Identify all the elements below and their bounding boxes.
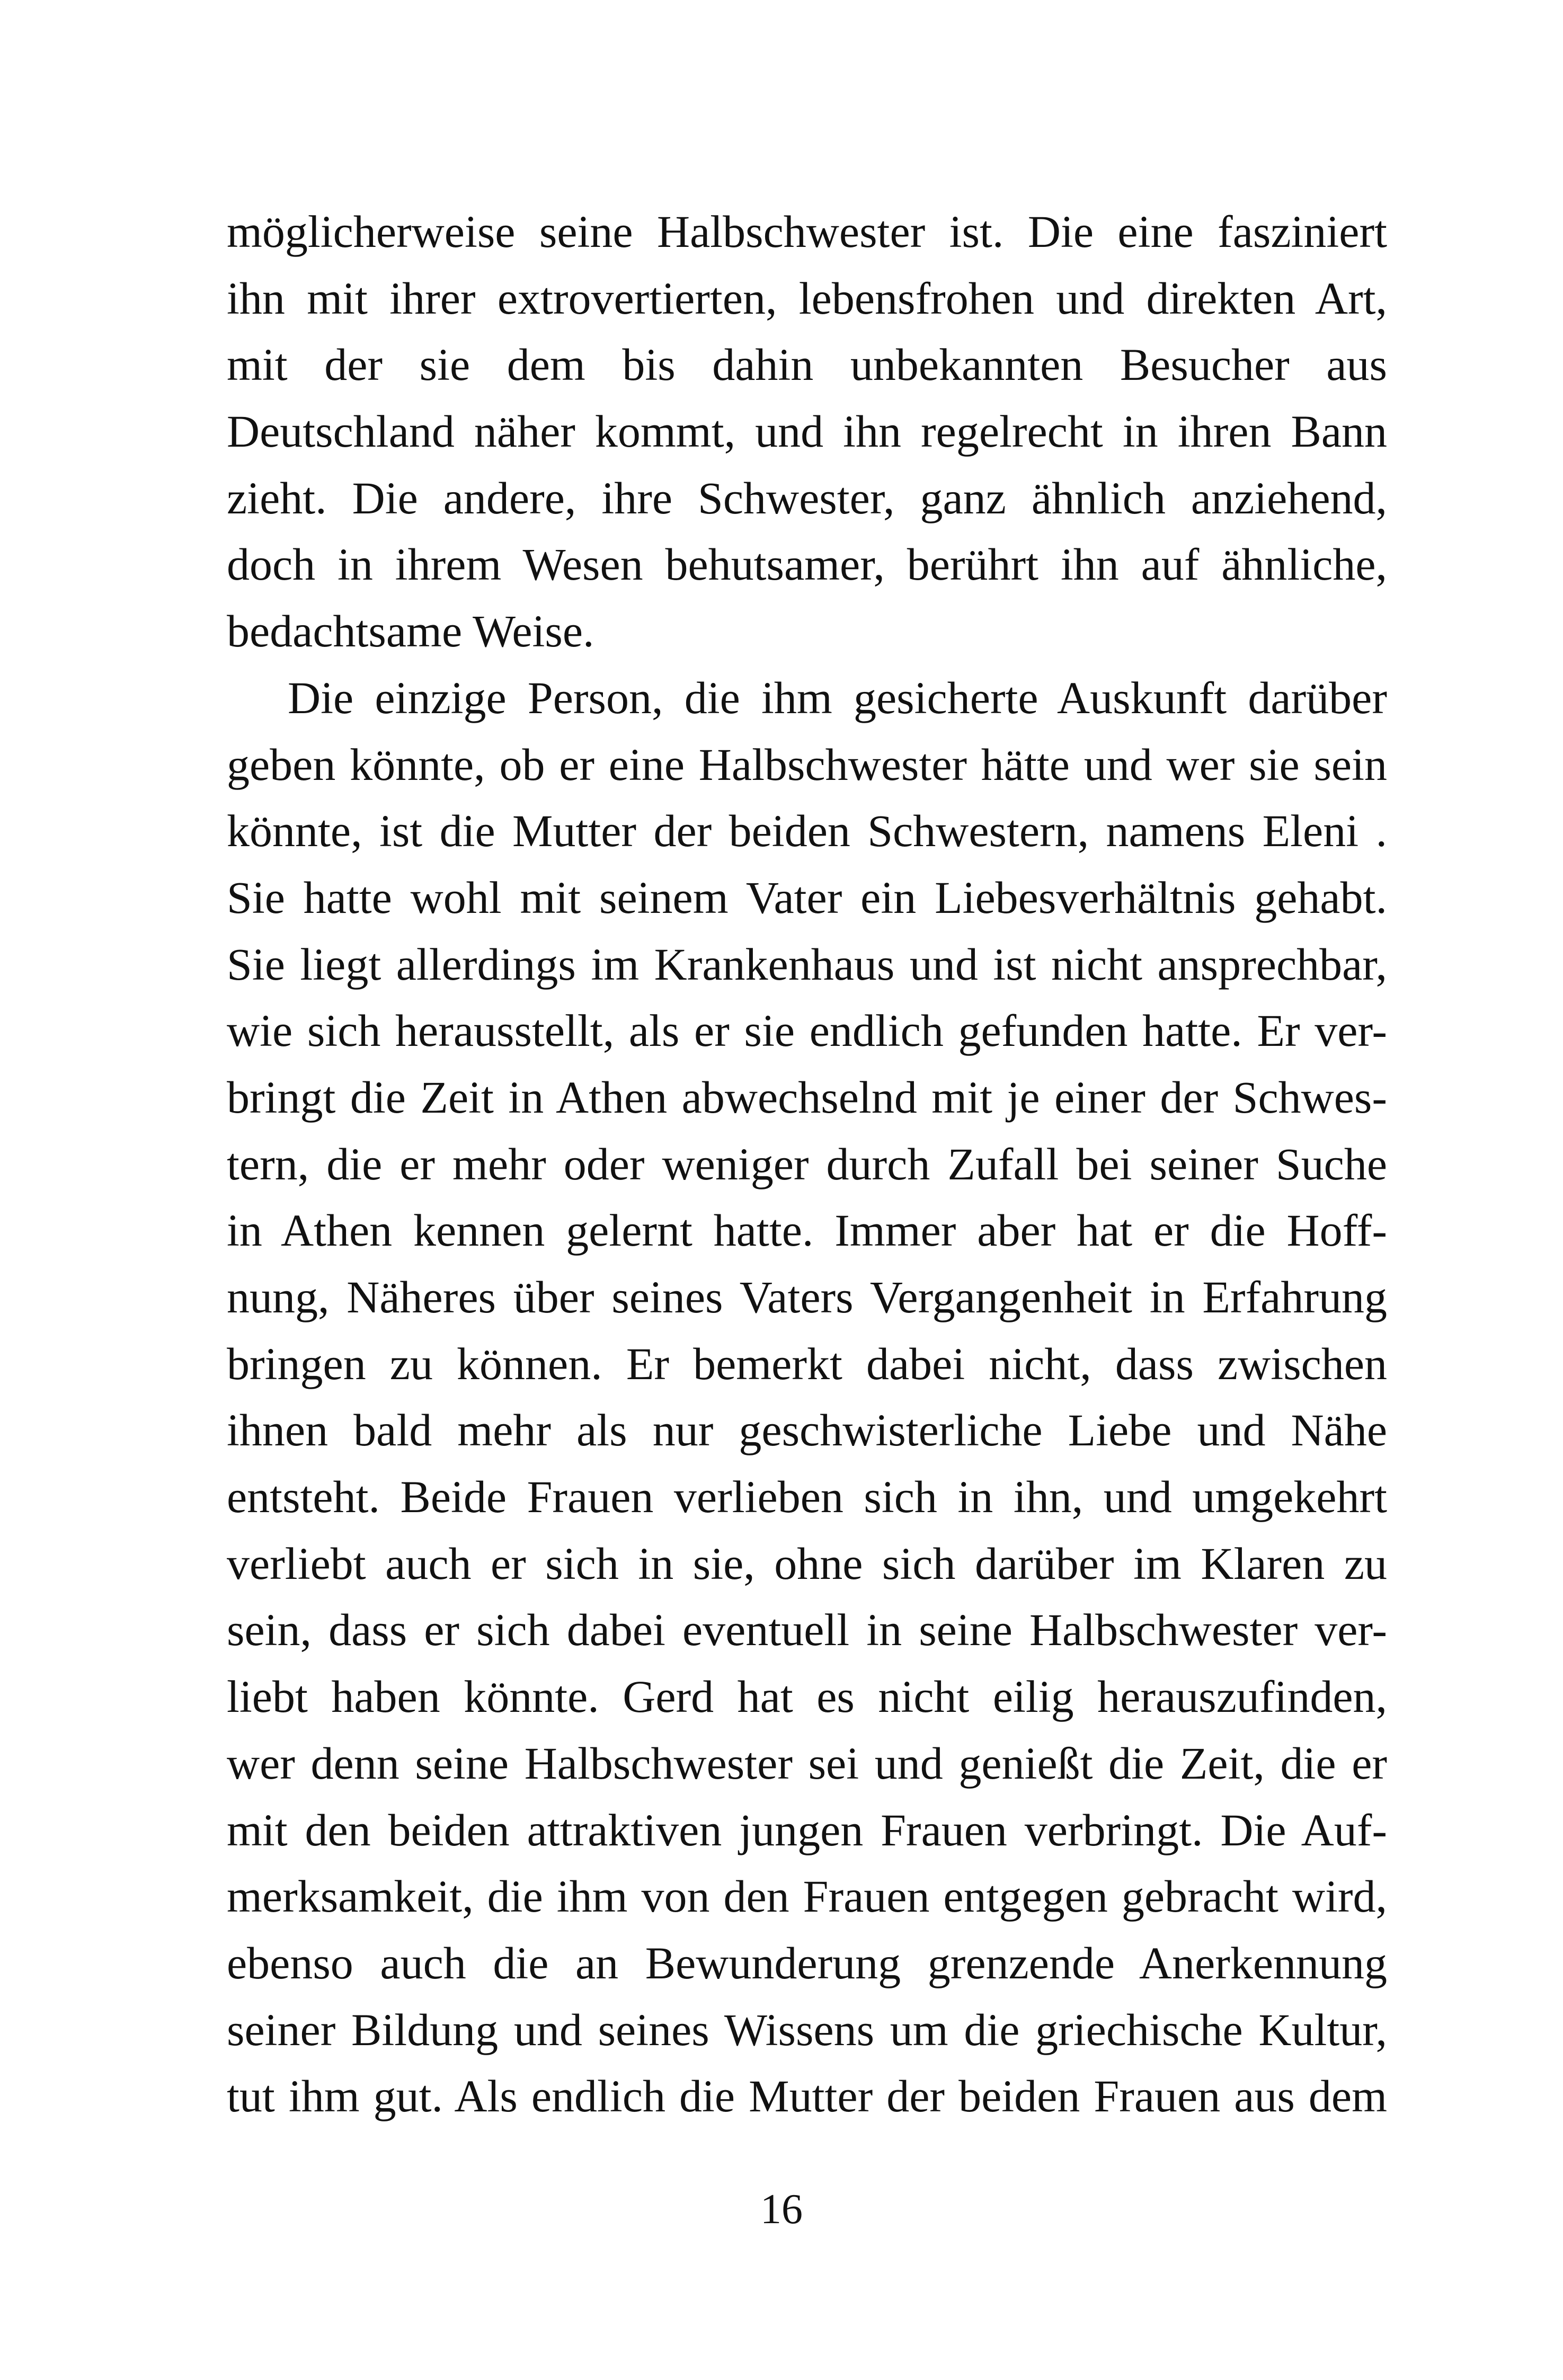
text-line: merksamkeit, die ihm von den Frauen entgegen gebracht wird, xyxy=(227,1871,1387,1922)
text-line: Sie liegt allerdings im Krankenhaus und ist nicht ansprechbar, xyxy=(227,938,1387,990)
text-line: könnte, ist die Mutter der beiden Schwestern, namens Eleni . xyxy=(227,805,1387,857)
text-line: mit der sie dem bis dahin unbekannten Besucher aus xyxy=(227,339,1387,390)
text-line: doch in ihrem Wesen behutsamer, berührt ihn auf ähnliche, xyxy=(227,539,1387,590)
text-line: geben könnte, ob er eine Halbschwester hätte und wer sie sein xyxy=(227,739,1387,790)
text-line: sein, dass er sich dabei eventuell in seine Halbschwester ver- xyxy=(227,1604,1387,1656)
text-line: bringt die Zeit in Athen abwechselnd mit je einer der Schwes- xyxy=(227,1071,1387,1123)
text-line: in Athen kennen gelernt hatte. Immer aber hat er die Hoff- xyxy=(227,1205,1387,1256)
text-line: wie sich herausstellt, als er sie endlich gefunden hatte. Er ver- xyxy=(227,1005,1387,1056)
text-line: tern, die er mehr oder weniger durch Zufall bei seiner Suche xyxy=(227,1138,1387,1189)
text-line: mit den beiden attraktiven jungen Frauen verbringt. Die Auf- xyxy=(227,1804,1387,1855)
text-line: wer denn seine Halbschwester sei und genießt die Zeit, die er xyxy=(227,1737,1387,1789)
text-line: nung, Näheres über seines Vaters Vergangenheit in Erfahrung xyxy=(227,1272,1387,1322)
text-line: seiner Bildung und seines Wissens um die griechische Kultur, xyxy=(227,2004,1387,2055)
text-line: ihnen bald mehr als nur geschwisterliche Liebe und Nähe xyxy=(227,1405,1387,1456)
text-line: entsteht. Beide Frauen verlieben sich in ihn, und umgekehrt xyxy=(227,1471,1387,1523)
text-line: bedachtsame Weise. xyxy=(227,606,594,657)
text-line: ihn mit ihrer extrovertierten, lebensfrohen und direkten Art, xyxy=(227,272,1387,324)
text-line: verliebt auch er sich in sie, ohne sich darüber im Klaren zu xyxy=(227,1538,1387,1589)
body-text xyxy=(227,199,1387,2130)
text-line: Sie hatte wohl mit seinem Vater ein Liebesverhältnis gehabt. xyxy=(227,872,1387,923)
text-line: zieht. Die andere, ihre Schwester, ganz ähnlich anziehend, xyxy=(227,472,1387,523)
page-number: 16 xyxy=(760,2186,803,2233)
text-line: ebenso auch die an Bewunderung grenzende Anerkennung xyxy=(227,1937,1387,1988)
text-line: Die einzige Person, die ihm gesicherte Auskunft darüber xyxy=(288,672,1387,723)
text-line: tut ihm gut. Als endlich die Mutter der beiden Frauen aus dem xyxy=(227,2071,1387,2122)
text-line: Deutschland näher kommt, und ihn regelrecht in ihren Bann xyxy=(227,406,1387,457)
text-line: möglicherweise seine Halbschwester ist. Die eine fasziniert xyxy=(227,206,1387,257)
text-line: bringen zu können. Er bemerkt dabei nicht, dass zwischen xyxy=(227,1338,1387,1389)
text-line: liebt haben könnte. Gerd hat es nicht eilig herauszufinden, xyxy=(227,1671,1387,1722)
